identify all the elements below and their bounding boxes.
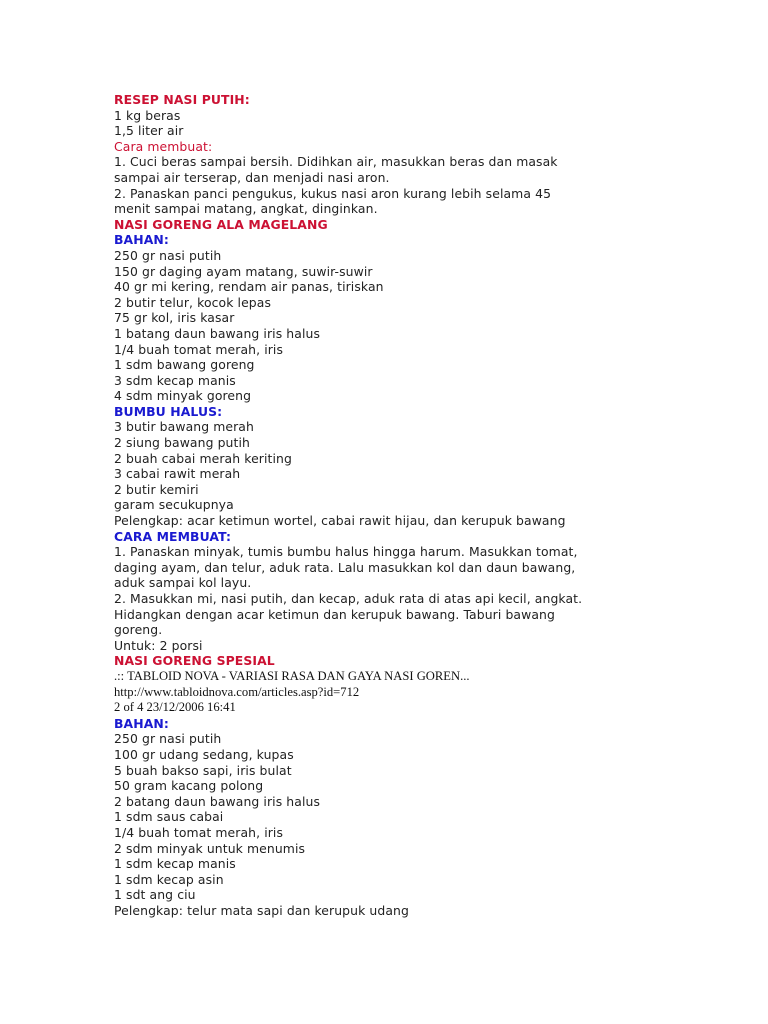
text-line: 2. Panaskan panci pengukus, kukus nasi aron kurang lebih selama 45 [114, 185, 552, 201]
text-line: 75 gr kol, iris kasar [114, 310, 235, 326]
text-line: 1 sdm bawang goreng [114, 357, 255, 373]
text-line: 2 butir telur, kocok lepas [114, 294, 272, 310]
text-line: 1 sdt ang ciu [114, 887, 196, 903]
text-line: 2 buah cabai merah keriting [114, 450, 292, 466]
text-line: 1/4 buah tomat merah, iris [114, 824, 284, 840]
print-footer-line: .:: TABLOID NOVA - VARIASI RASA DAN GAYA NASI GOREN... [114, 668, 470, 683]
text-line: 2. Masukkan mi, nasi putih, dan kecap, aduk rata di atas api kecil, angkat. [114, 591, 583, 606]
text-line: sampai air terserap, dan menjadi nasi aron. [114, 169, 390, 185]
recipe-document [114, 92, 714, 918]
text-line: 5 buah bakso sapi, iris bulat [114, 762, 292, 778]
subsection-heading: BUMBU HALUS: [114, 403, 223, 419]
text-line: Pelengkap: telur mata sapi dan kerupuk udang [114, 902, 409, 918]
text-line: 3 sdm kecap manis [114, 372, 236, 388]
text-line: 1 kg beras [114, 107, 181, 123]
text-line: Untuk: 2 porsi [114, 637, 203, 653]
text-line: 1,5 liter air [114, 123, 184, 139]
text-line: 40 gr mi kering, rendam air panas, tiriskan [114, 279, 384, 295]
text-line: 1 sdm kecap asin [114, 871, 224, 887]
text-line: 50 gram kacang polong [114, 778, 264, 794]
text-line: 1 batang daun bawang iris halus [114, 325, 321, 341]
text-line: 250 gr nasi putih [114, 247, 222, 263]
text-line: 4 sdm minyak goreng [114, 388, 252, 404]
text-line: 100 gr udang sedang, kupas [114, 746, 294, 762]
text-line: 2 batang daun bawang iris halus [114, 793, 321, 809]
text-line: 3 butir bawang merah [114, 419, 254, 435]
text-line: Pelengkap: acar ketimun wortel, cabai rawit hijau, dan kerupuk bawang [114, 513, 566, 529]
subsection-heading: BAHAN: [114, 232, 169, 248]
text-line: 2 siung bawang putih [114, 435, 250, 451]
text-line: 1/4 buah tomat merah, iris [114, 341, 284, 357]
section-heading: RESEP NASI PUTIH: [114, 92, 250, 107]
subsection-heading: BAHAN: [114, 715, 169, 731]
text-line: daging ayam, dan telur, aduk rata. Lalu masukkan kol dan daun bawang, [114, 559, 576, 575]
print-footer-line: 2 of 4 23/12/2006 16:41 [114, 700, 236, 715]
print-footer-line: http://www.tabloidnova.com/articles.asp?id=712 [114, 684, 360, 699]
subsection-heading: CARA MEMBUAT: [114, 528, 232, 544]
text-line: garam secukupnya [114, 497, 234, 513]
text-line: Hidangkan dengan acar ketimun dan kerupuk bawang. Taburi bawang [114, 606, 555, 622]
text-line: goreng. [114, 622, 163, 638]
text-line: 1. Cuci beras sampai bersih. Didihkan air, masukkan beras dan masak [114, 154, 558, 170]
text-line: 2 butir kemiri [114, 481, 199, 497]
section-heading: NASI GORENG ALA MAGELANG [114, 216, 328, 232]
text-line: 150 gr daging ayam matang, suwir-suwir [114, 263, 373, 279]
text-line: menit sampai matang, angkat, dinginkan. [114, 201, 378, 217]
text-line: 1 sdm saus cabai [114, 809, 224, 825]
text-line: 250 gr nasi putih [114, 731, 222, 747]
method-heading: Cara membuat: [114, 138, 213, 154]
text-line: 1 sdm kecap manis [114, 856, 236, 872]
text-line: 3 cabai rawit merah [114, 466, 241, 482]
text-line: 1. Panaskan minyak, tumis bumbu halus hingga harum. Masukkan tomat, [114, 544, 578, 560]
section-heading: NASI GORENG SPESIAL [114, 653, 275, 669]
text-line: 2 sdm minyak untuk menumis [114, 840, 306, 856]
text-line: aduk sampai kol layu. [114, 575, 252, 591]
